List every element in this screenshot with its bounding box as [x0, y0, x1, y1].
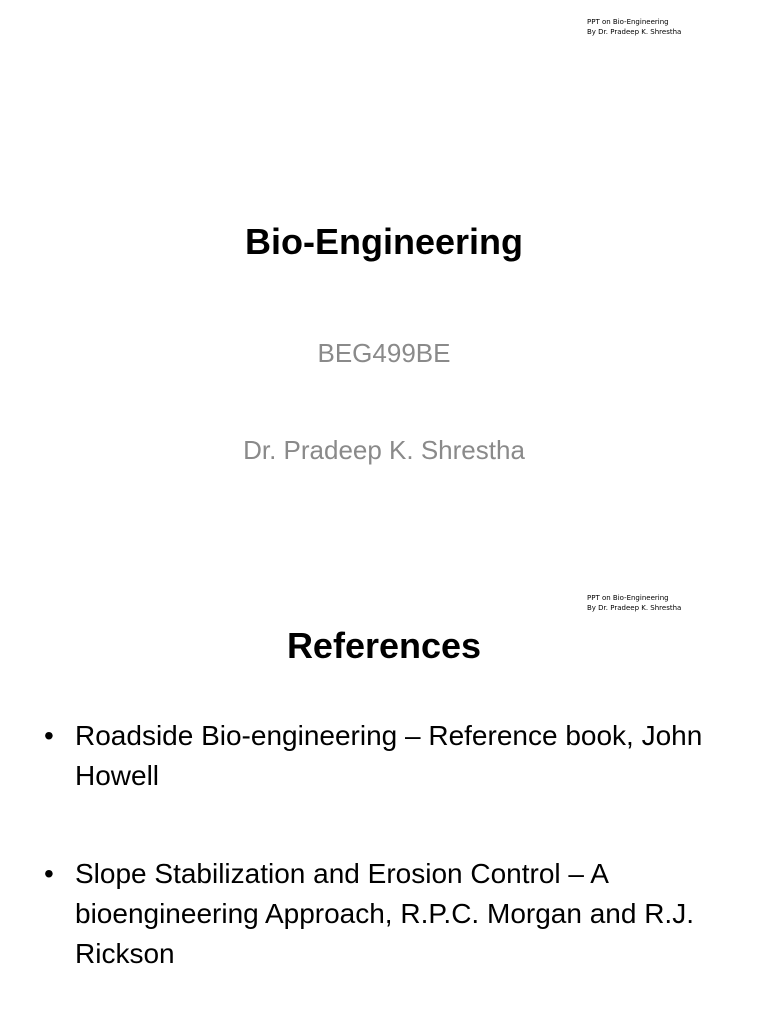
- course-code: BEG499BE: [317, 338, 451, 368]
- header-note-line-1: PPT on Bio-Engineering: [587, 18, 669, 26]
- header-note: [587, 17, 681, 37]
- slide-title: References: [286, 625, 482, 666]
- reference-item: [44, 716, 734, 796]
- header-note-line-2: By Dr. Pradeep K. Shrestha: [587, 28, 682, 36]
- bullet-icon: •: [44, 720, 54, 751]
- reference-item: [44, 854, 734, 974]
- reference-list: [44, 716, 734, 1032]
- references-slide: [0, 576, 768, 1024]
- bullet-icon: •: [44, 858, 54, 889]
- reference-text: Slope Stabilization and Erosion Control – A bioengineering Approach, R.P.C. Morgan and R.J. Rickson: [75, 858, 694, 969]
- slide-title: Bio-Engineering: [245, 221, 523, 262]
- author-name: Dr. Pradeep K. Shrestha: [243, 435, 525, 465]
- header-note-line-1: PPT on Bio-Engineering: [587, 594, 669, 602]
- header-note: [587, 593, 681, 613]
- reference-text: Roadside Bio-engineering – Reference book, John Howell: [75, 720, 703, 791]
- header-note-line-2: By Dr. Pradeep K. Shrestha: [587, 604, 682, 612]
